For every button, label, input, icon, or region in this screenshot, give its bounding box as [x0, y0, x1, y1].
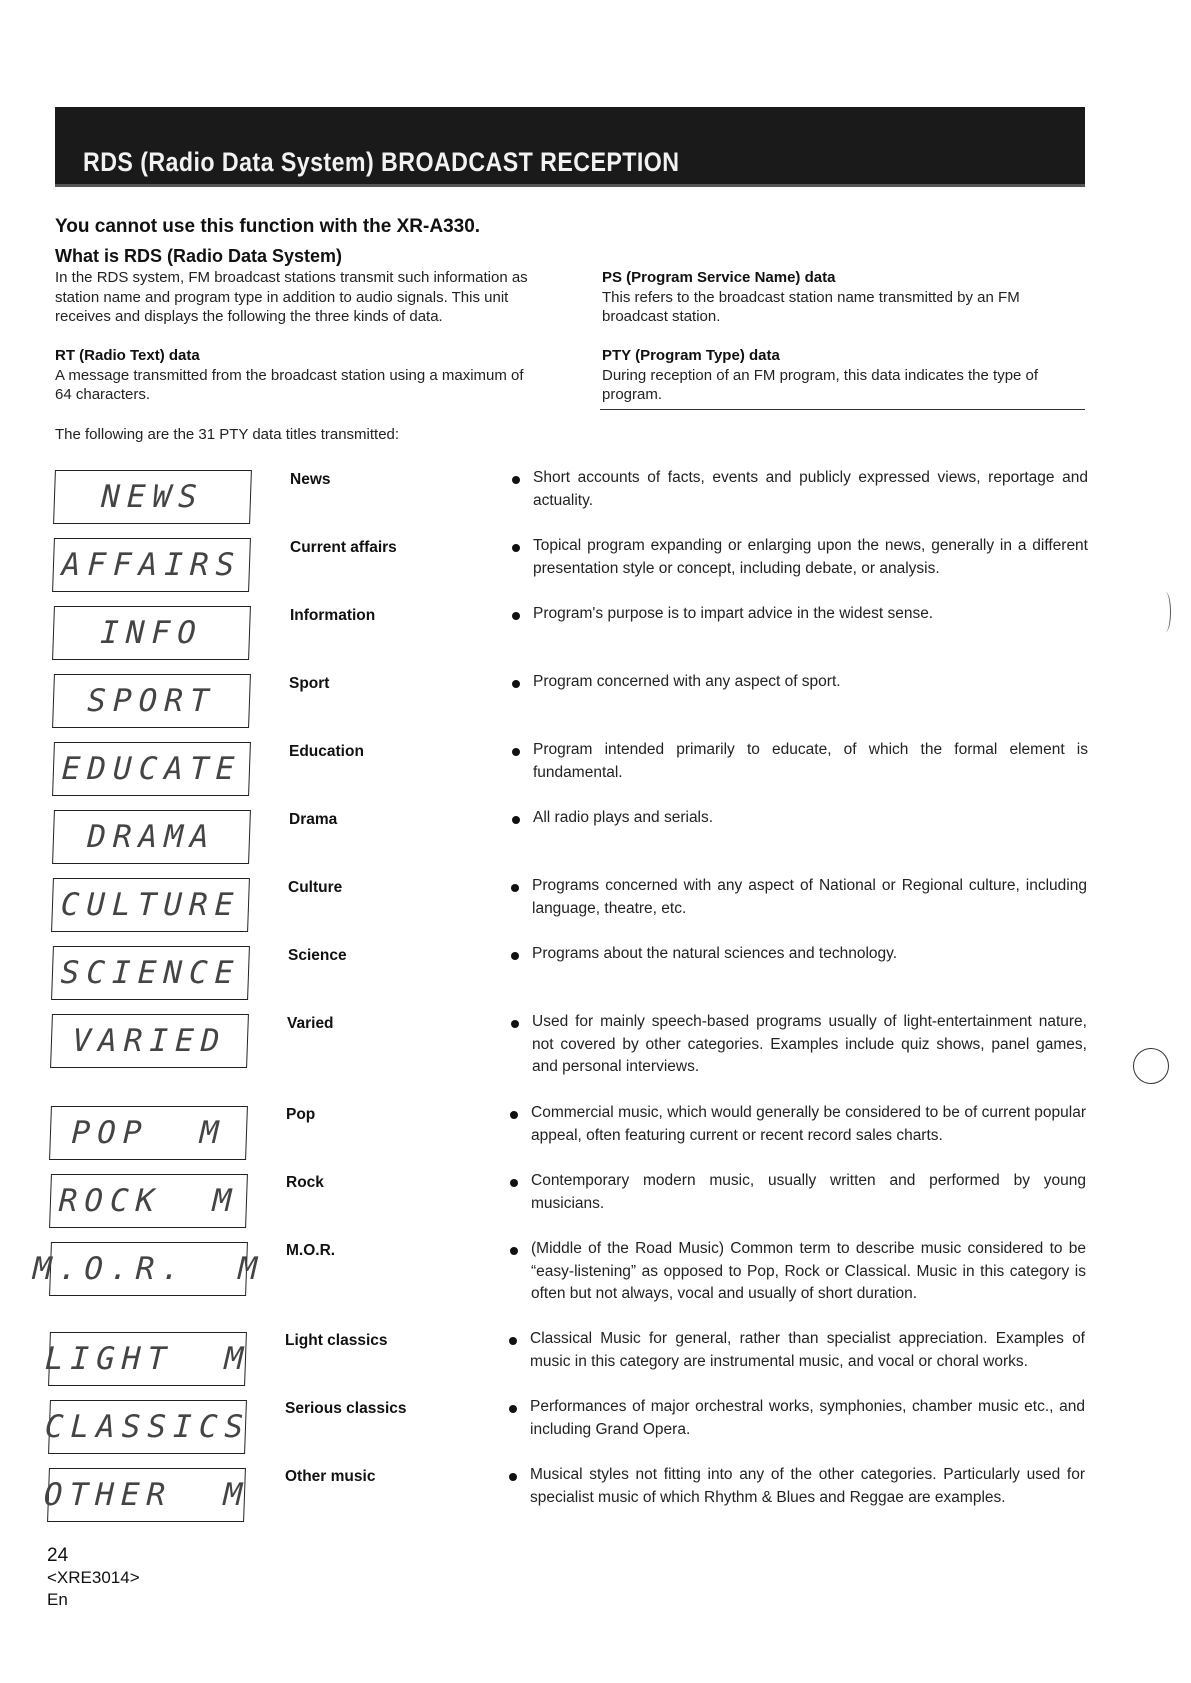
pty-name: Serious classics [285, 1400, 407, 1417]
page-footer [47, 1545, 140, 1611]
pty-desc: Program's purpose is to impart advice in the widest sense. [533, 605, 934, 622]
lcd-display: VARIED [50, 1014, 249, 1068]
lcd-display: SCIENCE [51, 946, 250, 1000]
pty-description: During reception of an FM program, this data indicates the type of program. [602, 366, 1039, 403]
lcd-display: CLASSICS [48, 1400, 247, 1454]
pty-name: Education [289, 743, 364, 760]
rt-description: A message transmitted from the broadcast station using a maximum of 64 characters. [55, 366, 524, 403]
pty-desc: Contemporary modern music, usually written and performed by young musicians. [531, 1172, 1086, 1212]
section-title: RDS (Radio Data System) BROADCAST RECEPTION [83, 147, 680, 177]
lcd-display: AFFAIRS [52, 538, 251, 592]
pty-name: Varied [287, 1015, 334, 1032]
pty-desc: Topical program expanding or enlarging upon the news, generally in a different presentation style or concept, including debate, or analysis. [533, 537, 1088, 577]
lcd-display: ROCK M [49, 1174, 248, 1228]
pty-name: Culture [288, 879, 343, 896]
pty-desc: Program concerned with any aspect of sport. [533, 673, 841, 690]
pty-name: Current affairs [290, 539, 397, 556]
lcd-display: LIGHT M [48, 1332, 247, 1386]
pty-name: Drama [289, 811, 338, 828]
pty-desc: All radio plays and serials. [533, 809, 714, 826]
pty-desc: Program intended primarily to educate, of which the formal element is fundamental. [533, 741, 1088, 781]
bullet-icon [512, 680, 520, 688]
lcd-display: DRAMA [52, 810, 251, 864]
bullet-icon [511, 1020, 519, 1028]
pty-desc: Commercial music, which would generally be considered to be of current popular appeal, often featuring current or recent record sales charts. [531, 1104, 1086, 1144]
bullet-icon [509, 1337, 517, 1345]
pty-desc: Classical Music for general, rather than specialist appreciation. Examples of music in this category are instrumental music, and vocal or choral works. [530, 1330, 1085, 1370]
lcd-display: OTHER M [47, 1468, 246, 1522]
pty-title: PTY (Program Type) data [602, 347, 780, 364]
pty-name: Pop [286, 1106, 316, 1123]
bullet-icon [509, 1405, 517, 1413]
section-banner [55, 107, 1085, 187]
pty-desc: Programs concerned with any aspect of National or Regional culture, including language, theatre, etc. [532, 877, 1087, 917]
lcd-display: POP M [49, 1106, 248, 1160]
pty-desc: Short accounts of facts, events and publicly expressed views, reportage and actuality. [533, 469, 1088, 509]
lcd-display: EDUCATE [52, 742, 251, 796]
pty-name: Sport [289, 675, 330, 692]
pty-name: Rock [286, 1174, 324, 1191]
model-code: <XRE3014> [47, 1568, 140, 1587]
pty-desc: Performances of major orchestral works, symphonies, chamber music etc., and including Grand Opera. [530, 1398, 1085, 1438]
margin-circle-mark [1133, 1048, 1169, 1084]
pty-name: Information [290, 607, 376, 624]
rt-title: RT (Radio Text) data [55, 347, 200, 364]
pty-desc: (Middle of the Road Music) Common term to describe music considered to be “easy-listening” as opposed to Pop, Rock or Classical. Music in this category is often but not always, vocal and usually of short duration. [531, 1240, 1086, 1302]
divider-rule [600, 409, 1085, 410]
pty-name: M.O.R. [286, 1242, 336, 1259]
lcd-display: SPORT [52, 674, 251, 728]
rds-description: In the RDS system, FM broadcast stations transmit such information as station name and program type in addition to audio signals. This unit receives and displays the following the three kinds of data. [55, 269, 528, 325]
bullet-icon [510, 1111, 518, 1119]
bullet-icon [510, 1179, 518, 1187]
pty-desc: Used for mainly speech-based programs usually of light-entertainment nature, not covered by other categories. Examples include quiz shows, panel games, and personal interviews. [532, 1013, 1087, 1075]
bullet-icon [511, 952, 519, 960]
lcd-display: NEWS [53, 470, 252, 524]
compatibility-notice: You cannot use this function with the XR-A330. [55, 216, 481, 237]
pty-intro-text: The following are the 31 PTY data titles transmitted: [55, 426, 400, 443]
lcd-display: INFO [52, 606, 251, 660]
pty-name: Other music [285, 1468, 376, 1485]
ps-title: PS (Program Service Name) data [602, 269, 836, 286]
pty-desc: Programs about the natural sciences and technology. [532, 945, 898, 962]
pty-name: Light classics [285, 1332, 388, 1349]
pty-desc: Musical styles not fitting into any of the other categories. Particularly used for specialist music of which Rhythm & Blues and Reggae are examples. [530, 1466, 1085, 1506]
bullet-icon [511, 884, 519, 892]
bullet-icon [509, 1473, 517, 1481]
pty-name: Science [288, 947, 347, 964]
language-code: En [47, 1590, 68, 1609]
ps-description: This refers to the broadcast station name transmitted by an FM broadcast station. [602, 288, 1020, 325]
rt-block [55, 346, 537, 405]
bullet-icon [512, 476, 520, 484]
bullet-icon [512, 544, 520, 552]
bullet-icon [510, 1247, 518, 1255]
page-number: 24 [47, 1545, 69, 1566]
bullet-icon [512, 748, 520, 756]
ps-block [602, 268, 1084, 327]
bullet-icon [512, 612, 520, 620]
pty-name: News [290, 471, 331, 488]
pty-block [602, 346, 1084, 405]
bullet-icon [512, 816, 520, 824]
rds-heading: What is RDS (Radio Data System) [55, 246, 343, 266]
lcd-display: M.O.R. M [49, 1242, 248, 1296]
lcd-display: CULTURE [51, 878, 250, 932]
margin-bracket-mark [1160, 592, 1171, 632]
